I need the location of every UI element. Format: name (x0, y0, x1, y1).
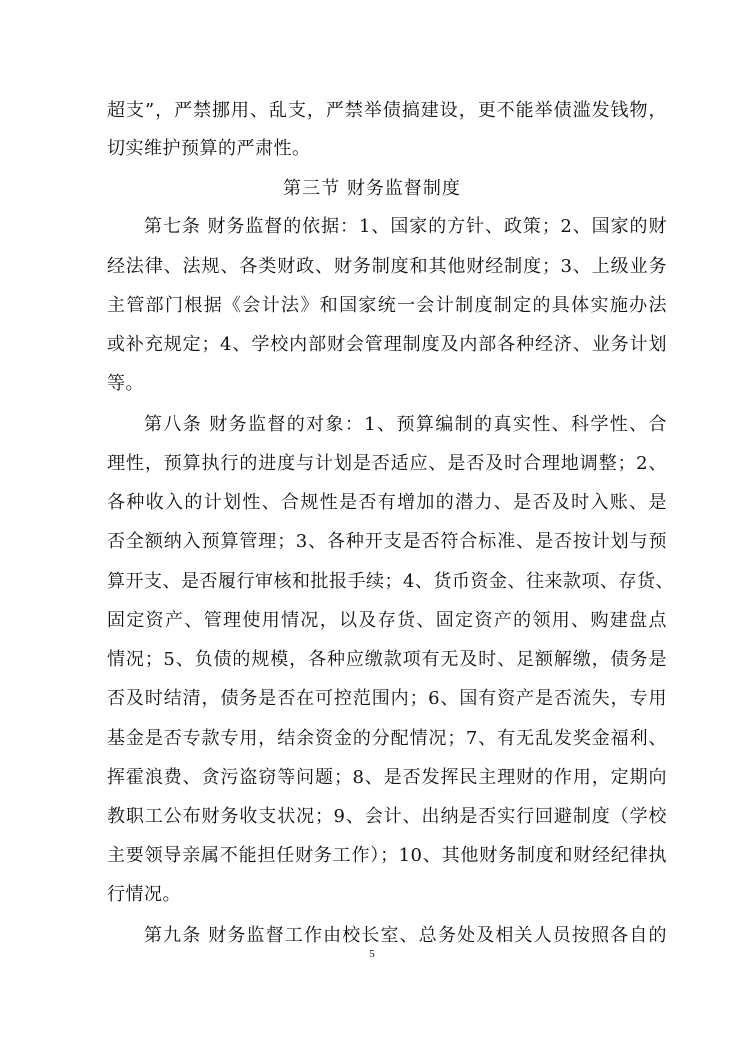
article-7-line: 第七条 财务监督的依据：1、国家的方针、政策；2、国家的财 (144, 216, 667, 237)
page-number: 5 (369, 948, 375, 960)
article-7-line: 经法律、法规、各类财政、财务制度和其他财经制度；3、上级业务 (107, 256, 667, 277)
article-8-line: 理性，预算执行的进度与计划是否适应、是否及时合理地调整；2、 (107, 453, 667, 474)
article-8-line: 固定资产、管理使用情况，以及存货、固定资产的领用、购建盘点 (107, 610, 667, 631)
paragraph-line: 切实维护预算的严肃性。 (107, 138, 311, 159)
article-8-line: 算开支、是否履行审核和批报手续；4、货币资金、往来款项、存货、 (107, 571, 674, 592)
article-8-line: 主要领导亲属不能担任财务工作）；10、其他财务制度和财经纪律执 (107, 845, 667, 866)
article-8-line: 各种收入的计划性、合规性是否有增加的潜力、是否及时入账、是 (107, 492, 667, 513)
article-8-line: 否及时结清，债务是否在可控范围内；6、国有资产是否流失，专用 (107, 688, 667, 709)
article-8-line: 基金是否专款专用，结余资金的分配情况；7、有无乱发奖金福利、 (107, 728, 667, 749)
article-7-line: 等。 (107, 373, 144, 394)
article-8-line: 挥霍浪费、贪污盗窃等问题；8、是否发挥民主理财的作用，定期向 (107, 767, 667, 788)
article-8-line: 第八条 财务监督的对象：1、预算编制的真实性、科学性、合 (144, 414, 667, 435)
article-7-line: 主管部门根据《会计法》和国家统一会计制度制定的具体实施办法 (107, 295, 667, 316)
article-9-line: 第九条 财务监督工作由校长室、总务处及相关人员按照各自的 (144, 925, 667, 946)
article-8-line: 教职工公布财务收支状况；9、会计、出纳是否实行回避制度（学校 (107, 806, 667, 827)
paragraph-line: 超支”，严禁挪用、乱支，严禁举债搞建设，更不能举债滥发钱物， (107, 100, 667, 121)
article-8-line: 否全额纳入预算管理；3、各种开支是否符合标准、是否按计划与预 (107, 531, 667, 552)
article-8-line: 行情况。 (107, 884, 181, 905)
article-8-line: 情况；5、负债的规模，各种应缴款项有无及时、足额解缴，债务是 (107, 649, 667, 670)
article-7-line: 或补充规定；4、学校内部财会管理制度及内部各种经济、业务计划 (107, 334, 667, 355)
section-heading: 第三节 财务监督制度 (283, 178, 461, 199)
